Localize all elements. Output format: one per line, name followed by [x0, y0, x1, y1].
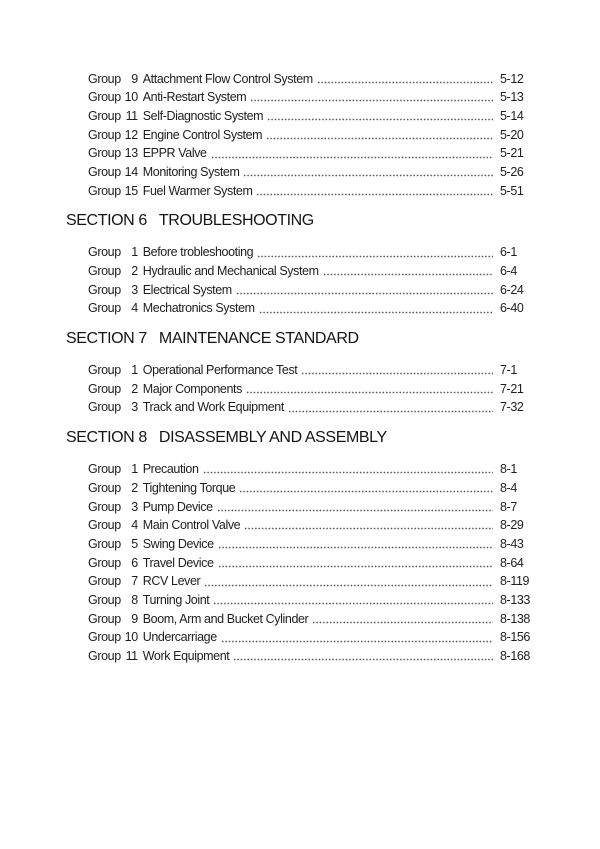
group-word: Group [88, 301, 121, 316]
toc-entry [66, 262, 540, 281]
entry-title: Major Components [142, 381, 242, 396]
group-number: 11 [125, 108, 138, 123]
entry-title: Anti-Restart System [142, 90, 247, 105]
entry-title: Before trobleshooting [142, 245, 254, 260]
page-number: 8-156 [500, 630, 530, 645]
group-word: Group [88, 480, 121, 495]
toc-entry [66, 535, 540, 554]
toc-entry [66, 479, 540, 498]
toc-entry [66, 572, 540, 591]
group-word: Group [88, 381, 121, 396]
toc-entry [66, 610, 540, 629]
group-word: Group [88, 536, 121, 551]
toc-entry [66, 107, 540, 126]
toc-entry [66, 70, 540, 89]
entry-title: Precaution [142, 462, 199, 477]
toc-entry [66, 628, 540, 647]
entry-title: RCV Lever [142, 574, 201, 589]
group-number: 3 [131, 282, 138, 297]
toc-entry [66, 126, 540, 145]
page-number: 8-119 [500, 574, 530, 589]
group-number: 13 [124, 146, 138, 161]
dotted-leader [221, 628, 493, 647]
toc-section-rows [66, 460, 540, 666]
dotted-leader [239, 479, 493, 498]
entry-title: Self-Diagnostic System [142, 108, 264, 123]
entry-title: Electrical System [142, 282, 232, 297]
section-heading [66, 328, 540, 350]
entry-title: Monitoring System [142, 164, 240, 179]
page-number: 8-1 [500, 462, 517, 477]
group-number: 11 [125, 649, 138, 663]
toc-entry [66, 380, 540, 399]
toc-entry [66, 281, 540, 300]
toc-section [66, 210, 540, 318]
toc-entry [66, 299, 540, 318]
group-word: Group [88, 649, 121, 663]
group-number: 15 [124, 183, 138, 198]
page-number: 5-20 [500, 127, 524, 142]
group-number: 9 [131, 71, 138, 86]
group-number: 12 [124, 127, 138, 142]
section-heading [66, 427, 540, 449]
group-number: 8 [131, 592, 138, 607]
page-number: 5-21 [500, 146, 524, 161]
entry-title: Swing Device [142, 536, 214, 551]
toc-entry [66, 361, 540, 380]
group-word: Group [88, 183, 121, 198]
entry-title: Tightening Torque [142, 480, 236, 495]
toc-entry [66, 460, 540, 479]
dotted-leader [301, 361, 493, 380]
group-number: 3 [131, 400, 138, 415]
dotted-leader [213, 591, 493, 610]
group-word: Group [88, 574, 121, 589]
toc-entry [66, 554, 540, 573]
entry-title: Operational Performance Test [142, 363, 298, 378]
section-label: SECTION 8 [66, 429, 147, 447]
section-title: MAINTENANCE STANDARD [158, 330, 359, 348]
toc-entry [66, 243, 540, 262]
entry-title: EPPR Valve [142, 146, 207, 161]
section-heading [66, 210, 540, 232]
page-number: 6-40 [500, 301, 524, 316]
page-number: 6-4 [500, 264, 517, 278]
group-word: Group [88, 146, 121, 161]
page-number: 7-32 [500, 400, 524, 415]
group-word: Group [88, 400, 121, 415]
toc-section [66, 427, 540, 666]
group-word: Group [88, 245, 121, 260]
section-label: SECTION 7 [66, 330, 147, 348]
dotted-leader [323, 262, 493, 281]
toc-entry [66, 647, 540, 666]
dotted-leader [217, 498, 493, 517]
toc-entry [66, 516, 540, 535]
page-number: 7-1 [500, 363, 517, 378]
entry-title: Engine Control System [142, 127, 263, 142]
section-label: SECTION 6 [66, 212, 147, 230]
group-word: Group [88, 108, 121, 123]
dotted-leader [233, 647, 493, 666]
dotted-leader [267, 107, 493, 126]
dotted-leader [218, 535, 493, 554]
group-word: Group [88, 499, 121, 514]
group-number: 1 [131, 363, 138, 378]
dotted-leader [256, 182, 493, 201]
dotted-leader [246, 380, 493, 399]
table-of-contents [66, 0, 540, 666]
entry-title: Undercarriage [142, 630, 217, 645]
group-word: Group [88, 518, 121, 533]
section-title: TROUBLESHOOTING [158, 212, 314, 230]
page-number: 5-13 [500, 90, 524, 105]
toc-entry [66, 88, 540, 107]
page-number: 8-64 [500, 555, 524, 570]
toc-entry [66, 591, 540, 610]
group-word: Group [88, 127, 121, 142]
page-number: 6-24 [500, 282, 524, 297]
group-word: Group [88, 462, 121, 477]
group-word: Group [88, 282, 121, 297]
group-number: 4 [131, 301, 138, 316]
group-number: 14 [124, 164, 138, 179]
toc-section-rows [66, 361, 540, 417]
group-number: 1 [131, 462, 138, 477]
dotted-leader [312, 610, 493, 629]
group-number: 9 [131, 611, 138, 626]
dotted-leader [204, 572, 493, 591]
toc-entry [66, 163, 540, 182]
entry-title: Hydraulic and Mechanical System [142, 264, 319, 278]
group-word: Group [88, 264, 121, 278]
toc-entry [66, 498, 540, 517]
entry-title: Track and Work Equipment [142, 400, 284, 415]
dotted-leader [317, 70, 493, 89]
dotted-leader [244, 516, 493, 535]
group-word: Group [88, 592, 121, 607]
group-number: 3 [131, 499, 138, 514]
page-number: 8-7 [500, 499, 517, 514]
toc-entry [66, 182, 540, 201]
page-number: 8-29 [500, 518, 524, 533]
dotted-leader [243, 163, 493, 182]
page-number: 8-168 [500, 649, 530, 663]
toc-entry [66, 144, 540, 163]
group-number: 5 [131, 536, 138, 551]
dotted-leader [288, 398, 493, 417]
dotted-leader [211, 144, 493, 163]
entry-title: Travel Device [142, 555, 214, 570]
entry-title: Fuel Warmer System [142, 183, 253, 198]
group-word: Group [88, 555, 121, 570]
page-number: 8-4 [500, 480, 517, 495]
dotted-leader [203, 460, 493, 479]
entry-title: Pump Device [142, 499, 213, 514]
section-title: DISASSEMBLY AND ASSEMBLY [158, 429, 387, 447]
group-word: Group [88, 611, 121, 626]
entry-title: Mechatronics System [142, 301, 255, 316]
group-number: 2 [131, 264, 138, 278]
group-word: Group [88, 90, 121, 105]
page-number: 5-12 [500, 71, 524, 86]
dotted-leader [218, 554, 494, 573]
page-number: 5-14 [500, 108, 524, 123]
entry-title: Turning Joint [142, 592, 210, 607]
page-number: 6-1 [500, 245, 517, 260]
dotted-leader [236, 281, 493, 300]
group-number: 2 [131, 381, 138, 396]
toc-block-section5-continued [66, 70, 540, 201]
group-word: Group [88, 630, 121, 645]
group-number: 10 [124, 90, 138, 105]
group-number: 1 [131, 245, 138, 260]
entry-title: Main Control Valve [142, 518, 241, 533]
toc-section-rows [66, 243, 540, 318]
dotted-leader [257, 243, 493, 262]
dotted-leader [259, 299, 493, 318]
entry-title: Boom, Arm and Bucket Cylinder [142, 611, 309, 626]
group-word: Group [88, 71, 121, 86]
group-number: 10 [124, 630, 138, 645]
group-word: Group [88, 164, 121, 179]
page-number: 5-26 [500, 164, 524, 179]
group-number: 4 [131, 518, 138, 533]
entry-title: Work Equipment [142, 649, 230, 663]
page-number: 5-51 [500, 183, 524, 198]
entry-title: Attachment Flow Control System [142, 71, 313, 86]
page-number: 8-138 [500, 611, 530, 626]
group-word: Group [88, 363, 121, 378]
group-number: 2 [131, 480, 138, 495]
group-number: 7 [131, 574, 138, 589]
toc-section [66, 328, 540, 417]
group-number: 6 [131, 555, 138, 570]
page-number: 7-21 [500, 381, 524, 396]
page-number: 8-133 [500, 592, 530, 607]
dotted-leader [250, 88, 493, 107]
toc-entry [66, 398, 540, 417]
page-number: 8-43 [500, 536, 524, 551]
dotted-leader [266, 126, 493, 145]
